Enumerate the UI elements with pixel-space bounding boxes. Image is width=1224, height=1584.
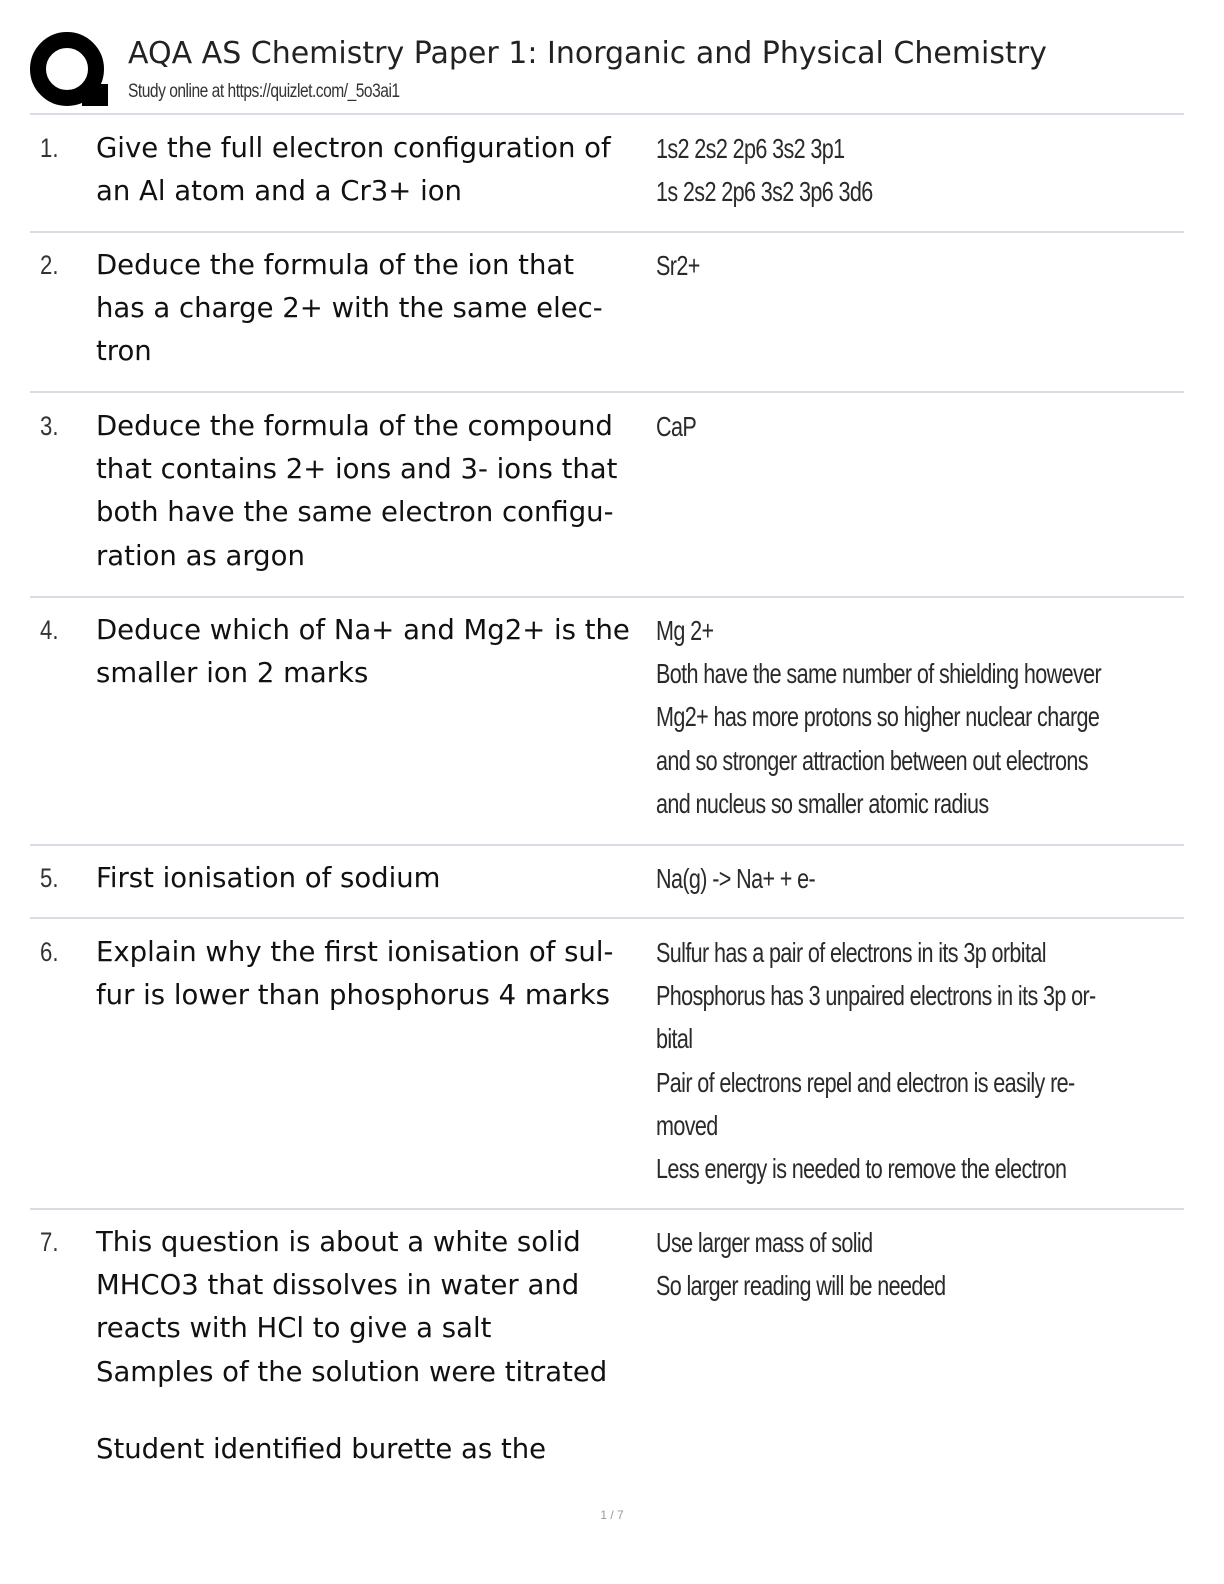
card-term — [96, 244, 652, 374]
term-line: Samples of the solution were titrated — [96, 1355, 608, 1388]
divider — [30, 917, 1184, 919]
quizlet-q-logo-icon — [30, 32, 108, 110]
term-line: that contains 2+ ions and 3- ions that — [96, 453, 618, 486]
definition-line: Mg 2+ — [656, 615, 714, 646]
card-term — [96, 405, 652, 578]
card-definition — [656, 405, 1149, 448]
card-term — [96, 857, 652, 900]
term-line: Give the full electron configuration of — [96, 132, 611, 164]
term-line: First ionisation of sodium — [96, 862, 441, 894]
card-number: 3. — [40, 411, 59, 441]
definition-line: Less energy is needed to remove the electron — [656, 1153, 1067, 1185]
definition-line: Na(g) -> Na+ + e- — [656, 863, 816, 894]
card-definition — [656, 931, 1149, 1190]
definition-line: 1s 2s2 2p6 3s2 3p6 3d6 — [656, 176, 873, 208]
divider — [30, 844, 1184, 846]
card-number: 7. — [40, 1227, 59, 1257]
divider — [30, 231, 1184, 233]
term-line: smaller ion 2 marks — [96, 657, 369, 690]
definition-line: Sr2+ — [656, 250, 700, 281]
definition-line: 1s2 2s2 2p6 3s2 3p1 — [656, 133, 845, 164]
page-title: AQA AS Chemistry Paper 1: Inorganic and Physical Chemistry — [128, 36, 1047, 71]
term-line: Deduce the formula of the ion that — [96, 249, 575, 281]
definition-line: Pair of electrons repel and electron is easily re- — [656, 1066, 1075, 1098]
card-term — [96, 1221, 652, 1471]
definition-line: moved — [656, 1109, 718, 1141]
definition-line: Phosphorus has 3 unpaired electrons in its 3p or- — [656, 980, 1096, 1012]
definition-line: Use larger mass of solid — [656, 1227, 873, 1258]
divider — [30, 391, 1184, 393]
definition-line: CaP — [656, 411, 697, 442]
term-line: ration as argon — [96, 539, 305, 572]
card-definition — [656, 857, 1149, 900]
card-term — [96, 127, 652, 213]
definition-line: So larger reading will be needed — [656, 1270, 946, 1302]
page-number: 1 / 7 — [600, 1508, 624, 1522]
term-line: MHCO3 that dissolves in water and — [96, 1269, 580, 1302]
card-number: 1. — [40, 133, 59, 163]
definition-line: Mg2+ has more protons so higher nuclear charge — [656, 701, 1100, 733]
card-definition — [656, 1221, 1149, 1307]
page-header — [30, 28, 1184, 114]
paragraph-gap — [96, 1394, 652, 1428]
card-definition — [656, 244, 1149, 287]
card-definition — [656, 609, 1149, 825]
term-line: tron — [96, 335, 152, 368]
card-term — [96, 609, 652, 695]
term-line: Student identified burette as the — [96, 1432, 547, 1465]
card-term — [96, 931, 652, 1017]
divider — [30, 113, 1184, 115]
term-line: has a charge 2+ with the same elec- — [96, 292, 603, 325]
term-line: an Al atom and a Cr3+ ion — [96, 175, 462, 208]
term-line: Deduce the formula of the compound — [96, 410, 613, 442]
term-line: This question is about a white solid — [96, 1226, 581, 1258]
card-number: 4. — [40, 615, 59, 645]
divider — [30, 596, 1184, 598]
definition-line: and so stronger attraction between out electrons — [656, 744, 1088, 776]
term-line: both have the same electron configu- — [96, 496, 614, 529]
divider — [30, 1208, 1184, 1210]
term-line: reacts with HCl to give a salt — [96, 1312, 492, 1345]
definition-line: and nucleus so smaller atomic radius — [656, 787, 989, 819]
card-number: 5. — [40, 863, 59, 893]
study-link[interactable]: Study online at https://quizlet.com/_5o3ai1 — [128, 81, 400, 102]
card-number: 6. — [40, 937, 59, 967]
definition-line: bital — [656, 1023, 693, 1055]
term-line: Deduce which of Na+ and Mg2+ is the — [96, 614, 630, 646]
card-number: 2. — [40, 250, 59, 280]
term-line: fur is lower than phosphorus 4 marks — [96, 979, 611, 1012]
card-definition — [656, 127, 1149, 213]
term-line: Explain why the first ionisation of sul- — [96, 936, 614, 968]
definition-line: Sulfur has a pair of electrons in its 3p orbital — [656, 937, 1046, 968]
definition-line: Both have the same number of shielding however — [656, 658, 1102, 690]
